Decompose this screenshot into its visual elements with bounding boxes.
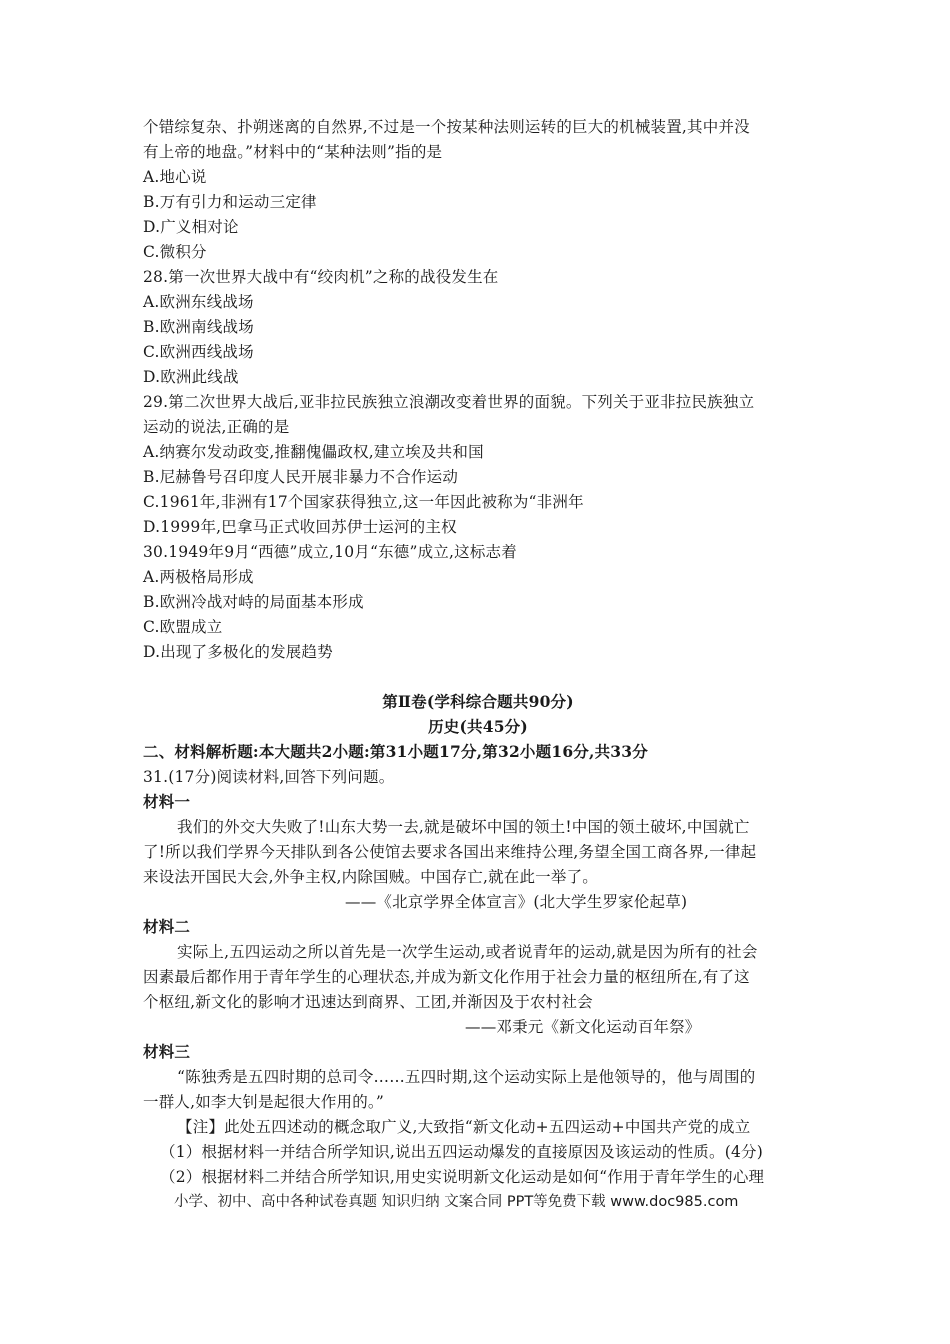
section-subtitle: 历史(共45分) [428,717,528,736]
material-2-heading: 材料二 [143,917,191,936]
q27-option: C.微积分 [143,243,207,261]
q28-option: B.欧洲南线战场 [143,318,254,336]
material-1-heading: 材料一 [143,792,191,811]
q29-stem-line-2: 运动的说法,正确的是 [143,418,290,436]
q31-stem: 31.(17分)阅读材料,回答下列问题。 [143,768,395,786]
material-3-heading: 材料三 [143,1042,191,1061]
material-1-line-2: 了!所以我们学界今天排队到各公使馆去要求各国出来维持公理,务望全国工商各界,一律起 [143,843,757,861]
page-footer: 小学、初中、高中各种试卷真题 知识归纳 文案合同 PPT等免费下载 www.doc985.com [174,1194,739,1210]
q31-subquestion-2: （2）根据材料二并结合所学知识,用史实说明新文化运动是如何“作用于青年学生的心理 [160,1168,765,1186]
material-3-line-2: 一群人,如李大钊是起很大作用的。” [143,1093,385,1111]
q30-stem: 30.1949年9月“西德”成立,10月“东德”成立,这标志着 [143,543,517,561]
q27-option: B.万有引力和运动三定律 [143,193,317,211]
q30-option: D.出现了多极化的发展趋势 [143,643,333,661]
part-heading: 二、材料解析题:本大题共2小题:第31小题17分,第32小题16分,共33分 [143,742,648,761]
q29-option: C.1961年,非洲有17个国家获得独立,这一年因此被称为“非洲年 [143,493,584,511]
material-2-line-2: 因素最后都作用于青年学生的心理状态,并成为新文化作用于社会力量的枢纽所在,有了这 [143,968,750,986]
q30-option: A.两极格局形成 [143,568,254,586]
material-2-line-3: 个枢纽,新文化的影响才迅速达到商界、工团,并渐因及于农村社会 [143,993,593,1011]
q27-option: A.地心说 [143,168,207,186]
q28-stem: 28.第一次世界大战中有“绞肉机”之称的战役发生在 [143,268,499,286]
material-1-line-3: 来设法开国民大会,外争主权,内除国贼。中国存亡,就在此一举了。 [143,868,598,886]
q30-option: C.欧盟成立 [143,618,223,636]
material-3-line-1: “陈独秀是五四时期的总司令……五四时期,这个运动实际上是他领导的，他与周围的 [177,1068,756,1086]
q28-option: C.欧洲西线战场 [143,343,254,361]
q27-option: D.广义相对论 [143,218,239,236]
q27-stem-line-1: 个错综复杂、扑朔迷离的自然界,不过是一个按某种法则运转的巨大的机械装置,其中并没 [143,118,750,136]
q29-option: D.1999年,巴拿马正式收回苏伊士运河的主权 [143,518,457,536]
q30-option: B.欧洲冷战对峙的局面基本形成 [143,593,364,611]
q29-option: A.纳赛尔发动政变,推翻傀儡政权,建立埃及共和国 [143,443,484,461]
section-title: 第Ⅱ卷(学科综合题共90分) [382,692,574,711]
q31-subquestion-1: （1）根据材料一并结合所学知识,说出五四运动爆发的直接原因及该运动的性质。(4分) [160,1143,763,1161]
q28-option: D.欧洲此线战 [143,368,239,386]
material-1-source: ——《北京学界全体宣言》(北大学生罗家伦起草) [345,893,688,911]
q29-option: B.尼赫鲁号召印度人民开展非暴力不合作运动 [143,468,459,486]
q27-stem-line-2: 有上帝的地盘。”材料中的“某种法则”指的是 [143,143,443,161]
q28-option: A.欧洲东线战场 [143,293,254,311]
material-2-line-1: 实际上,五四运动之所以首先是一次学生运动,或者说青年的运动,就是因为所有的社会 [177,943,758,961]
material-2-source: ——邓秉元《新文化运动百年祭》 [465,1018,701,1036]
material-3-note: 【注】此处五四述动的概念取广义,大致指“新文化动+五四运动+中国共产党的成立 [177,1118,751,1136]
q29-stem-line-1: 29.第二次世界大战后,亚非拉民族独立浪潮改变着世界的面貌。下列关于亚非拉民族独立 [143,393,755,411]
material-1-line-1: 我们的外交大失败了!山东大势一去,就是破坏中国的领土!中国的领土破坏,中国就亡 [177,818,750,836]
